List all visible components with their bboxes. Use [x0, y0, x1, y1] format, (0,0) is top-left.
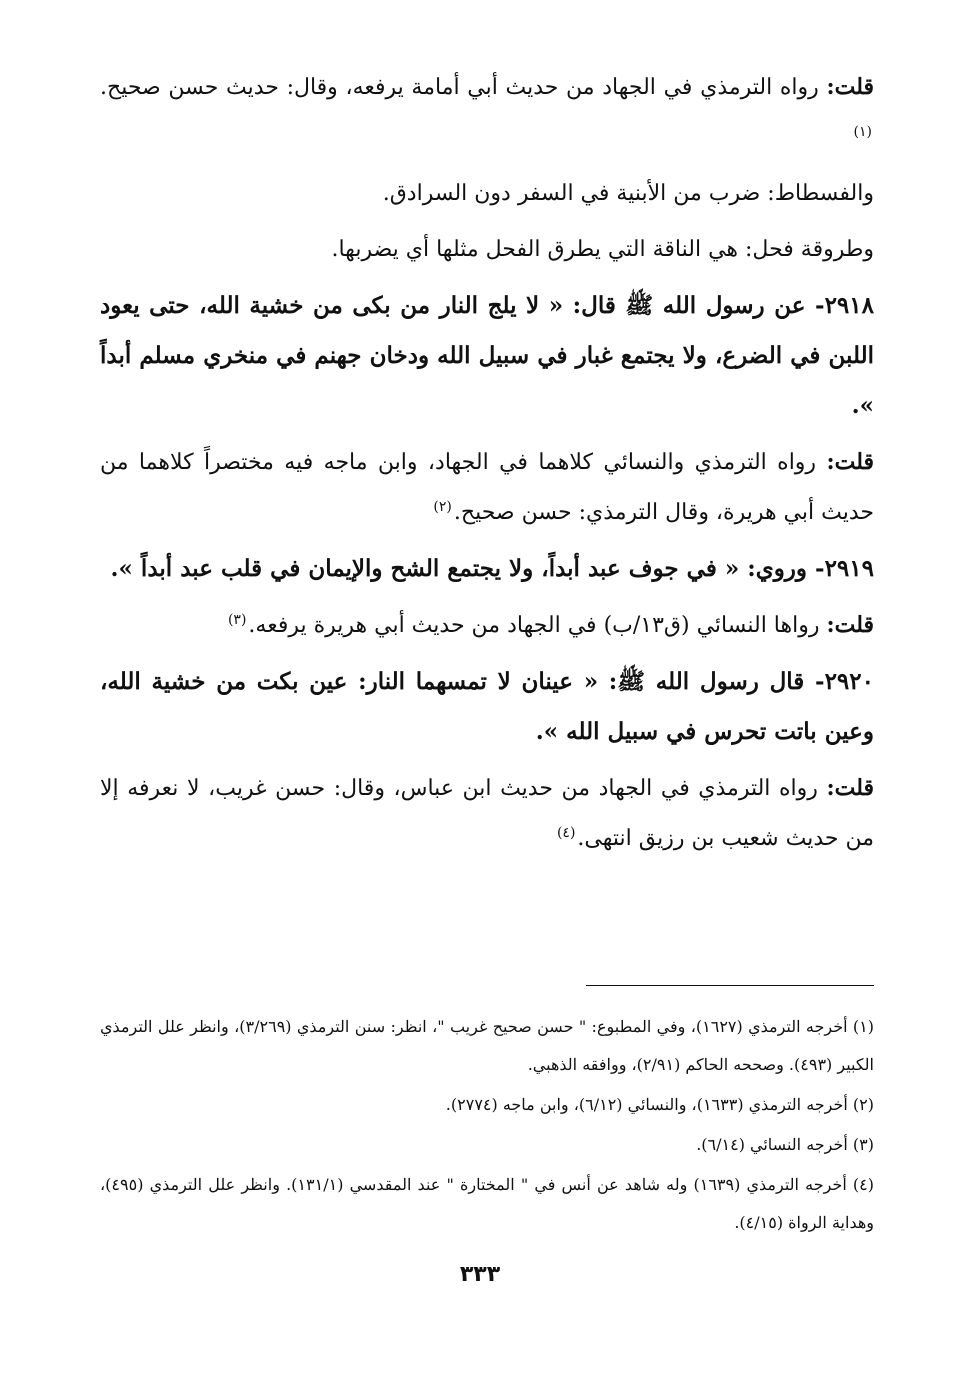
paragraph-qultu-4: [100, 763, 874, 864]
footnote-text: (٤) أخرجه الترمذي (١٦٣٩) وله شاهد عن أنس في " المختارة " عند المقدسي (١٣١/١). وانظر علل: [208, 1175, 875, 1194]
paragraph-qultu-2: [100, 437, 874, 538]
qultu-label: قلت:: [826, 775, 874, 801]
footnote-text: (٢) أخرجه الترمذي (١٦٣٣)، والنسائي (٦/١٢)، وابن ماجه (٢٧٧٤).: [445, 1095, 874, 1114]
footnote-text: وانظر علل الترمذي الكبير (٤٩٣). وصححه الحاكم (٢/٩١)، ووافقه الذهبي.: [100, 1017, 874, 1074]
qultu-label: قلت:: [826, 449, 874, 475]
footnote-ref-2[interactable]: (٢): [433, 498, 452, 515]
paragraph-fustat: [100, 169, 874, 219]
footnote-divider: [586, 985, 874, 986]
qultu-label: قلت:: [826, 612, 874, 638]
paragraph-text: والفسطاط: ضرب من الأبنية في السفر دون السرادق.: [382, 181, 874, 206]
footnote-text: الترمذي (٤٩٥)، وهداية الرواة (٤/١٥).: [100, 1175, 874, 1232]
footnote-1: [100, 1008, 874, 1084]
footnotes: [100, 1008, 874, 1244]
footnote-ref-3[interactable]: (٣): [227, 611, 247, 628]
hadith-2920: [100, 657, 874, 757]
footnote-4: [100, 1166, 874, 1242]
paragraph-text: رواه الترمذي في الجهاد من حديث أبي أمامة يرفعه، وقال: حديث حسن صحيح.: [100, 75, 819, 100]
qultu-label: قلت:: [826, 74, 874, 100]
hadith-text: ٢٩٢٠- قال رسول الله ﷺ: « عينان لا تمسهما النار: عين بكت من خشية الله، وعين باتت تحرس في سبيل الله ».: [100, 668, 874, 745]
hadith-2919: [100, 544, 874, 594]
main-text: [100, 62, 874, 870]
paragraph-text: رواه الترمذي في الجهاد من حديث ابن عباس، وقال: حسن غريب، لا نعرفه إلا من حديث شعيب بن رزيق انتهى.: [100, 776, 874, 851]
footnote-2: [100, 1086, 874, 1124]
paragraph-text: وطروقة فحل: هي الناقة التي يطرق الفحل مثلها أي يضربها.: [331, 237, 874, 262]
footnote-ref-1[interactable]: (١): [853, 123, 872, 140]
footnote-ref-4[interactable]: (٤): [556, 824, 576, 841]
paragraph-qultu-3: [100, 600, 874, 651]
paragraph-text: رواها النسائي (ق١٣/ب) في الجهاد من حديث أبي هريرة يرفعه.: [248, 613, 820, 638]
footnote-3: [100, 1126, 874, 1164]
footnote-text: (٣) أخرجه النسائي (٦/١٤).: [696, 1135, 874, 1154]
hadith-text: ٢٩١٩- وروي: « في جوف عبد أبداً، ولا يجتمع الشح والإيمان في قلب عبد أبداً ».: [110, 555, 874, 582]
hadith-text: ٢٩١٨- عن رسول الله ﷺ قال: « لا يلج النار من بكى من خشية الله، حتى يعود اللبن في الضرع، ولا يجتمع غبار في سبيل الله ودخان جهنم في منخري مسلم أبداً ».: [100, 292, 874, 419]
footnote-text: (١) أخرجه الترمذي (١٦٢٧)، وفي المطبوع: " حسن صحيح غريب "، انظر: سنن الترمذي (٣/٢٦٩)،: [234, 1017, 875, 1036]
page-number: ٣٣٣: [459, 1262, 501, 1287]
paragraph-text: رواه الترمذي والنسائي كلاهما في الجهاد، وابن ماجه فيه مختصراً كلاهما من حديث أبي هريرة، وقال الترمذي: حسن صحيح.: [100, 450, 874, 525]
paragraph-qultu-1: [100, 62, 874, 163]
hadith-2918: [100, 281, 874, 431]
paragraph-taruqa: [100, 225, 874, 275]
